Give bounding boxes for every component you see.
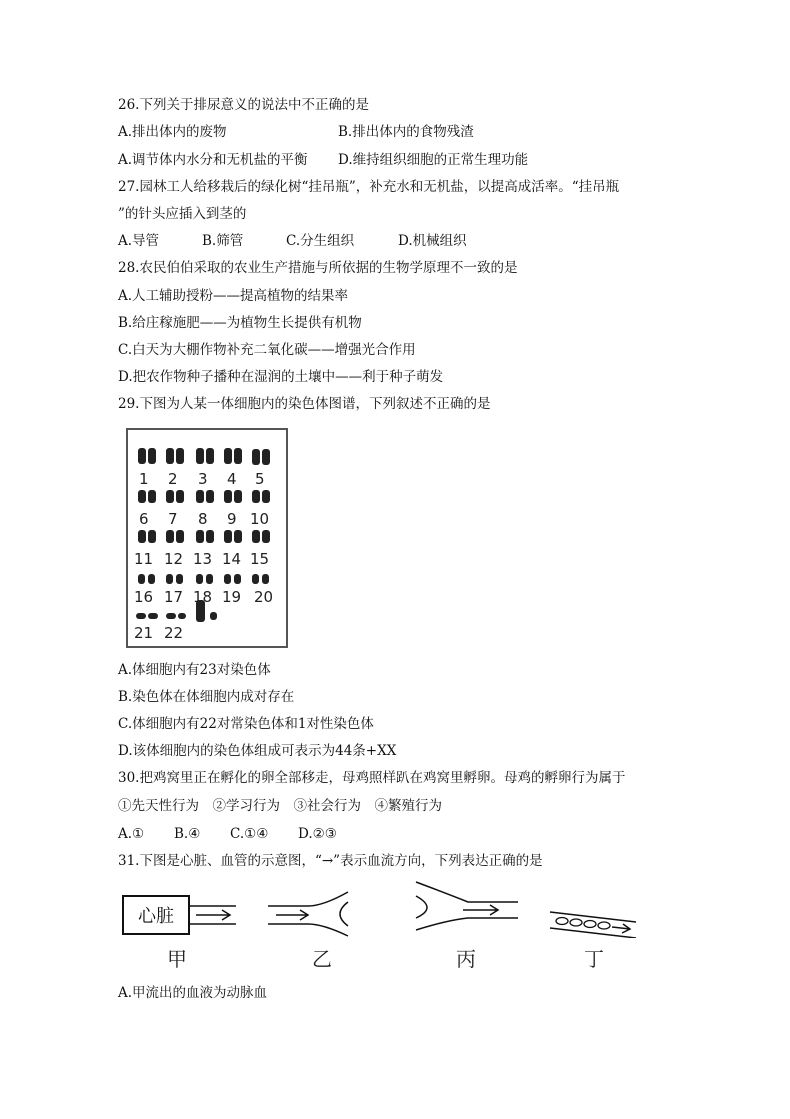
chromosome-glyph (138, 448, 146, 464)
chromosome-glyph (196, 574, 203, 584)
chromosome-glyph (166, 530, 174, 543)
heart-vessel-diagram (118, 876, 648, 938)
blood-cell (598, 922, 610, 929)
chromosome-glyph (234, 574, 241, 584)
karyotype-number: 10 (250, 510, 270, 528)
q27-stem-line1: 27.园林工人给移栽后的绿化树“挂吊瓶”，补充水和无机盐，以提高成活率。“挂吊瓶 (118, 179, 620, 195)
q29-stem: 29.下图为人某一体细胞内的染色体图谱，下列叙述不正确的是 (118, 396, 491, 412)
q28-option-b: B.给庄稼施肥——为植物生长提供有机物 (118, 315, 362, 331)
karyotype-number: 7 (168, 510, 178, 528)
q30-option-c: C.①④ (230, 826, 269, 842)
chromosome-glyph (166, 448, 174, 464)
q29-option-b: B.染色体在体细胞内成对存在 (118, 689, 295, 705)
karyotype-number: 19 (222, 588, 242, 606)
chromosome-glyph (196, 448, 204, 464)
converge-vessel (416, 896, 427, 918)
karyotype-number: 12 (164, 550, 184, 568)
q26-option-a: A.排出体内的废物 (118, 124, 227, 140)
chromosome-glyph (252, 574, 259, 584)
karyotype-number: 6 (139, 510, 149, 528)
chromosome-glyph (252, 449, 260, 465)
blood-cell (584, 921, 596, 928)
heart-label: 心脏 (138, 906, 174, 927)
chromosome-glyph (206, 490, 214, 503)
chromosome-glyph (196, 530, 204, 543)
chromosome-glyph (234, 530, 242, 543)
chromosome-glyph (234, 490, 242, 503)
chromosome-glyph (148, 448, 156, 464)
chromosome-glyph (196, 490, 204, 503)
chromosome-glyph (176, 574, 183, 584)
label-ding: 丁 (584, 947, 604, 971)
karyotype-number: 9 (227, 510, 237, 528)
chromosome-glyph (148, 530, 156, 543)
karyotype-number: 14 (222, 550, 242, 568)
q31-stem: 31.下图是心脏、血管的示意图，“→”表示血流方向，下列表达正确的是 (118, 853, 543, 869)
karyotype-number: 3 (198, 470, 208, 488)
chromosome-glyph (224, 448, 232, 464)
chromosome-glyph (224, 574, 231, 584)
chromosome-glyph (176, 448, 184, 464)
label-jia: 甲 (167, 947, 187, 971)
karyotype-number: 1 (139, 470, 149, 488)
q27-option-c: C.分生组织 (286, 233, 355, 249)
chromosome-glyph (224, 530, 232, 543)
q26-stem: 26.下列关于排尿意义的说法中不正确的是 (118, 97, 369, 113)
q30-option-d: D.②③ (298, 826, 337, 842)
label-yi: 乙 (312, 947, 332, 971)
chromosome-glyph (262, 490, 270, 503)
karyotype-number: 21 (134, 624, 154, 642)
karyotype-number: 22 (164, 624, 184, 642)
chromosome-glyph (166, 613, 176, 619)
branch-vessel (268, 892, 348, 906)
q29-option-d: D.该体细胞内的染色体组成可表示为44条+XX (118, 743, 397, 759)
chromosome-glyph (148, 490, 156, 503)
karyotype-number: 17 (164, 588, 184, 606)
q30-stem: 30.把鸡窝里正在孵化的卵全部移走，母鸡照样趴在鸡窝里孵卵。母鸡的孵卵行为属于 (118, 770, 626, 786)
x-chromosome-glyph (210, 612, 217, 620)
q30-option-a: A.① (118, 826, 145, 842)
chromosome-glyph (138, 574, 145, 584)
chromosome-glyph (178, 613, 186, 619)
chromosome-glyph (176, 490, 184, 503)
chromosome-glyph (148, 613, 158, 619)
chromosome-glyph (136, 613, 146, 619)
chromosome-glyph (166, 490, 174, 503)
chromosome-glyph (224, 490, 232, 503)
converge-vessel (416, 882, 518, 902)
q30-items: ①先天性行为 ②学习行为 ③社会行为 ④繁殖行为 (118, 798, 442, 814)
converge-vessel (416, 918, 518, 930)
q29-option-a: A.体细胞内有23对染色体 (118, 662, 271, 678)
chromosome-glyph (138, 490, 146, 503)
karyotype-figure (126, 428, 288, 648)
chromosome-glyph (148, 574, 155, 584)
chromosome-glyph (262, 449, 270, 465)
q27-option-a: A.导管 (118, 233, 160, 249)
karyotype-number: 20 (254, 588, 274, 606)
blood-cell (570, 919, 582, 926)
flow-arrow-icon (463, 905, 498, 915)
karyotype-number: 8 (198, 510, 208, 528)
karyotype-number: 15 (250, 550, 270, 568)
chromosome-glyph (206, 448, 214, 464)
chromosome-glyph (206, 574, 213, 584)
chromosome-glyph (166, 574, 173, 584)
chromosome-glyph (138, 530, 146, 543)
q27-stem-line2: ”的针头应插入到茎的 (118, 206, 247, 222)
q27-option-b: B.筛管 (202, 233, 244, 249)
q29-option-c: C.体细胞内有22对常染色体和1对性染色体 (118, 716, 374, 732)
chromosome-glyph (206, 530, 214, 543)
branch-vessel (340, 902, 348, 926)
q31-option-a: A.甲流出的血液为动脉血 (118, 985, 268, 1001)
q26-option-c: A.调节体内水分和无机盐的平衡 (118, 152, 308, 168)
chromosome-glyph (252, 490, 260, 503)
flow-arrow-icon (276, 910, 308, 920)
q26-option-b: B.排出体内的食物残渣 (338, 124, 474, 140)
karyotype-number: 16 (134, 588, 154, 606)
karyotype-number: 13 (193, 550, 213, 568)
karyotype-number: 18 (193, 588, 213, 606)
karyotype-number: 2 (168, 470, 178, 488)
karyotype-number: 4 (227, 470, 237, 488)
q26-option-d: D.维持组织细胞的正常生理功能 (338, 152, 529, 168)
flow-arrow-icon (196, 910, 230, 920)
q28-stem: 28.农民伯伯采取的农业生产措施与所依据的生物学原理不一致的是 (118, 260, 518, 276)
q28-option-a: A.人工辅助授粉——提高植物的结果率 (118, 288, 349, 304)
chromosome-glyph (176, 530, 184, 543)
chromosome-glyph (262, 530, 270, 543)
chromosome-glyph (234, 448, 242, 464)
flow-arrow-icon (612, 924, 630, 933)
karyotype-number: 5 (255, 470, 265, 488)
branch-vessel (268, 924, 348, 936)
blood-cell (556, 918, 568, 925)
q28-option-c: C.白天为大棚作物补充二氧化碳——增强光合作用 (118, 342, 416, 358)
label-bing: 丙 (456, 947, 476, 971)
q30-option-b: B.④ (174, 826, 201, 842)
karyotype-number: 11 (134, 550, 154, 568)
q27-option-d: D.机械组织 (398, 233, 467, 249)
chromosome-glyph (252, 530, 260, 543)
chromosome-glyph (262, 574, 269, 584)
q28-option-d: D.把农作物种子播种在湿润的土壤中——利于种子萌发 (118, 369, 444, 385)
